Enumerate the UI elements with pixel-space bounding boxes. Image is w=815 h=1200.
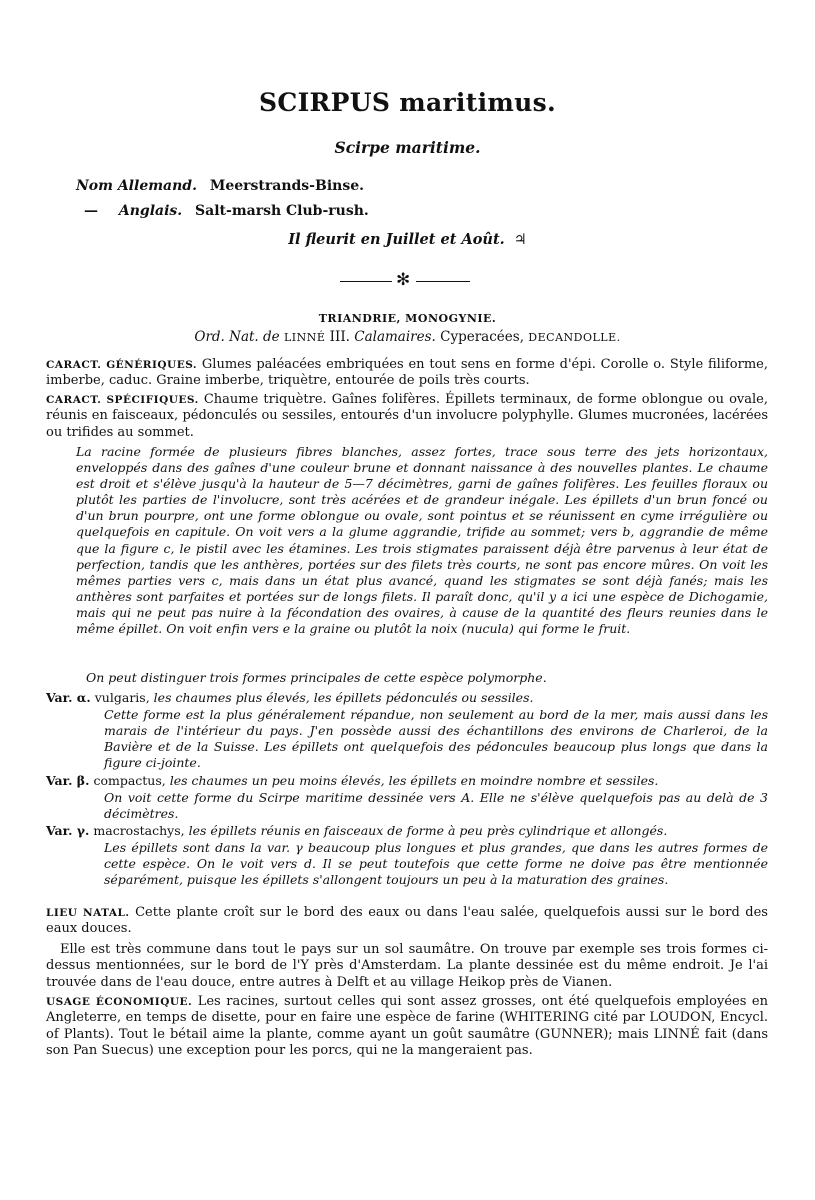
separator-line-left	[340, 281, 392, 282]
economic-use-label: USAGE ÉCONOMIQUE.	[46, 996, 193, 1008]
native-habitat	[46, 905, 768, 938]
native-habitat-label: LIEU NATAL.	[46, 907, 130, 919]
generic-characters	[46, 357, 768, 390]
specific-characters-label: CARACT. SPÉCIFIQUES.	[46, 394, 199, 406]
specific-characters	[46, 392, 768, 441]
variety-alpha-text: Cette forme est la plus généralement répandue, non seulement au bord de la mer, mais aussi dans les marais de l'intérieur du pays. J'en possède aussi des échantillons des environs de Charleroi, de la Bavière et de la Suisse. Les épillets ont quelquefois des pédoncules beaucoup plus longs que dans la figure ci-jointe.	[104, 707, 768, 770]
variety-alpha-label: Var. α.	[46, 690, 91, 705]
generic-characters-text: Glumes paléacées embriquées en tout sens en forme d'épi. Corolle o. Style filiforme, imberbe, caduc. Graine imberbe, triquètre, entourée de poils très courts.	[46, 357, 768, 389]
natural-order-line	[0, 329, 815, 345]
english-name-value: Salt-marsh Club-rush.	[195, 203, 369, 219]
flowering-line	[0, 231, 815, 248]
variety-alpha-name: vulgaris,	[94, 690, 150, 705]
native-habitat-text: Cette plante croît sur le bord des eaux ou dans l'eau salée, quelquefois aussi sur le bord des eaux douces.	[46, 905, 768, 937]
french-name: Scirpe maritime.	[334, 138, 481, 157]
variety-gamma-label: Var. γ.	[46, 823, 90, 838]
german-name-label: Nom Allemand.	[76, 178, 197, 194]
linnaean-class: TRIANDRIE, MONOGYNIE.	[318, 312, 497, 325]
variety-gamma-heading	[46, 823, 667, 838]
german-name-value: Meerstrands-Binse.	[209, 178, 364, 194]
variety-beta-name: compactus,	[93, 773, 166, 788]
variety-gamma-summary: les épillets réunis en faisceaux de forme à peu près cylindrique et allongés.	[188, 823, 668, 838]
german-name-row	[76, 178, 364, 194]
ord-nat-prefix: Ord. Nat. de	[194, 329, 280, 345]
distribution-paragraph: Elle est très commune dans tout le pays sur un sol saumâtre. On trouve par exemple ses trois formes ci-dessus mentionnées, sur le bord de l'Y près d'Amsterdam. La plante dessinée est du même endroit. Je l'ai trouvée dans de l'eau douce, entre autres à Delft et au village Heikop près de Vianen.	[46, 942, 768, 990]
ditto-dash: —	[84, 203, 98, 219]
generic-characters-label: CARACT. GÉNÉRIQUES.	[46, 359, 198, 371]
economic-use	[46, 994, 768, 1060]
ornament-separator	[340, 270, 470, 290]
author-linne: LINNÉ	[283, 331, 326, 344]
variety-gamma-name: macrostachys,	[93, 823, 185, 838]
asterisk-ornament-icon: ✻	[396, 270, 411, 290]
variety-alpha-summary: les chaumes plus élevés, les épillets pédonculés ou sessiles.	[153, 690, 534, 705]
variety-beta-text: On voit cette forme du Scirpe maritime dessinée vers A. Elle ne s'élève quelquefois pas au delà de 3 décimètres.	[104, 790, 768, 821]
variety-beta-label: Var. β.	[46, 773, 90, 788]
author-decandolle: DECANDOLLE.	[528, 331, 621, 344]
family-cyperacees: Cyperacées,	[440, 329, 524, 345]
variety-alpha-heading	[46, 690, 533, 705]
order-calamaires: Calamaires.	[354, 329, 436, 345]
flowering-prefix: Il fleurit en	[288, 231, 381, 248]
english-name-label: Anglais.	[118, 203, 183, 219]
linne-order-number: III.	[329, 329, 350, 345]
separator-line-right	[416, 281, 470, 282]
economic-use-text: Les racines, surtout celles qui sont assez grosses, ont été quelquefois employées en Angleterre, en temps de disette, pour en faire une espèce de farine (WHITERING cité par LOUDON, Encycl. of Plants). Tout le bétail aime la plante, comme ayant un goût saumâtre (GUNNER); mais LINNÉ fait (dans son Pan Suecus) une exception pour les porcs, qui ne la mangeraient pas.	[46, 994, 769, 1059]
page-title: SCIRPUS maritimus.	[259, 88, 556, 117]
variety-beta-heading	[46, 773, 658, 788]
variety-gamma-text: Les épillets sont dans la var. γ beaucoup plus longues et plus grandes, que dans les autres formes de cette espèce. On le voit vers d. Il se peut toutefois que cette forme ne doive pas être mentionnée séparément, puisque les épillets s'allongent toujours un peu à la maturation des graines.	[104, 840, 768, 887]
flowering-months: Juillet et Août.	[385, 231, 505, 248]
forms-intro: On peut distinguer trois formes principales de cette espèce polymorphe.	[86, 670, 547, 685]
plant-description: La racine formée de plusieurs fibres blanches, assez fortes, trace sous terre des jets horizontaux, enveloppés dans des gaînes d'une couleur brune et donnant naissance à des nouvelles plantes. Le chaume est droit et s'élève jusqu'à la hauteur de 5—7 décimètres, garni de gaînes folifères. Les feuilles floraux ou plutôt les parties de l'involucre, sont très acérées et de grandeur inégale. Les épillets d'un brun foncé ou d'un brun pourpre, ont une forme oblongue ou ovale, sont pointus et se réunissent en cyme irrégulière ou quelquefois en capitule. On voit vers a la glume aggrandie, trifide au sommet; vers b, aggrandie de même que la figure c, le pistil avec les étamines. Les trois stigmates paraissent déjà être parvenus à leur état de perfection, tandis que les anthères, portées sur des filets très courts, ne sont pas encore mûres. On voit les mêmes parties vers c, mais dans un état plus avancé, quand les stigmates se sont déjà fanés; mais les anthères sont parfaites et portées sur de longs filets. Il paraît donc, qu'il y a ici une espèce de Dichogamie, mais qui ne peut pas nuire à la fécondation des ovaires, à cause de la quantité des fleurs reunies dans le même épillet. On voit enfin vers e la graine ou plutôt la noix (nucula) qui forme le fruit.	[76, 444, 768, 637]
perennial-symbol: ♃	[513, 231, 527, 248]
specific-characters-text: Chaume triquètre. Gaînes folifères. Épillets terminaux, de forme oblongue ou ovale, réunis en faisceaux, pédonculés ou sessiles, entourés d'un involucre polyphylle. Glumes mucronées, lacérées ou trifides au sommet.	[46, 392, 768, 440]
english-name-row	[84, 203, 369, 219]
variety-beta-summary: les chaumes un peu moins élevés, les épillets en moindre nombre et sessiles.	[169, 773, 659, 788]
